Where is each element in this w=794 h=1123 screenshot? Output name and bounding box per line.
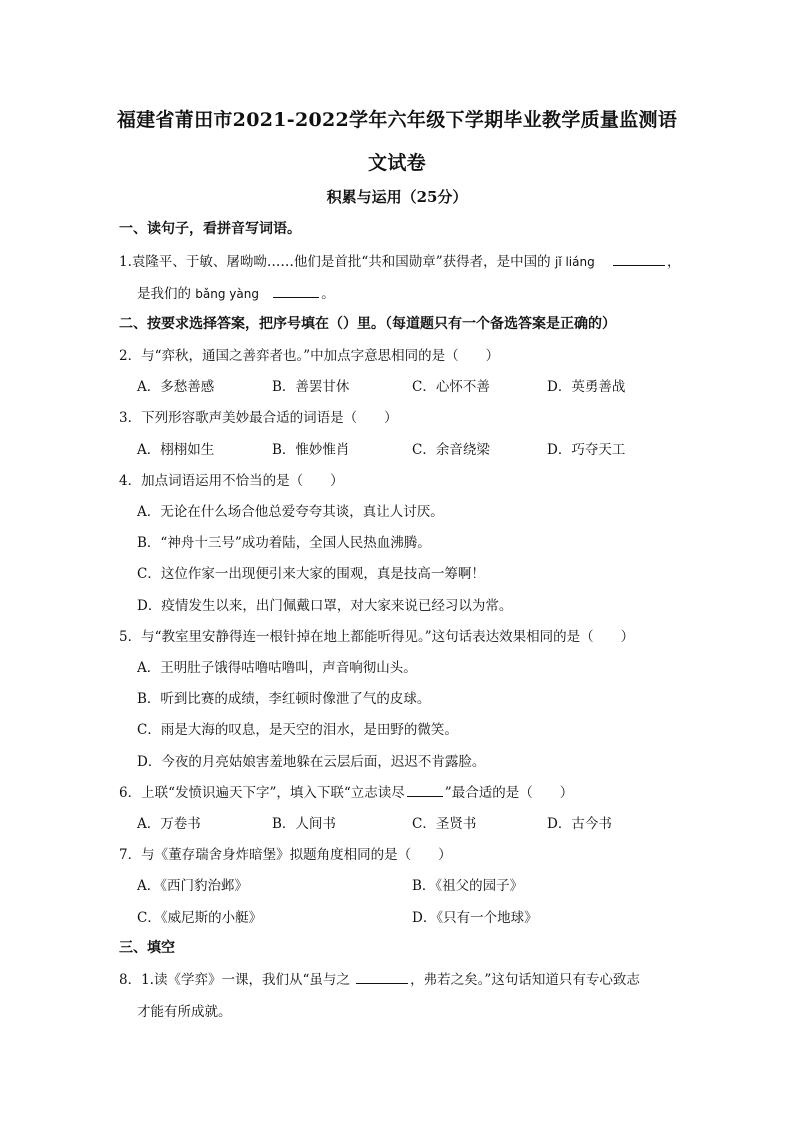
page-title: 福建省莆田市2021-2022学年六年级下学期毕业教学质量监测语 — [116, 109, 678, 131]
question-2-option-a[interactable]: A．多愁善感 — [137, 379, 215, 395]
question-6-option-c[interactable]: C．圣贤书 — [412, 816, 477, 832]
question-2-option-c[interactable]: C．心怀不善 — [412, 379, 490, 395]
question-text: ”最合适的是（ ） — [444, 785, 574, 801]
question-6-option-a[interactable]: A．万卷书 — [137, 816, 201, 832]
question-4-option-b[interactable]: B．“神舟十三号”成功着陆，全国人民热血沸腾。 — [137, 535, 431, 551]
question-8-line-2: 才能有所成就。 — [137, 1004, 232, 1020]
question-4-option-c[interactable]: C．这位作家一出现便引来大家的围观，真是技高一筹啊！ — [137, 566, 485, 582]
question-8-line-1 — [119, 968, 640, 988]
question-3-stem: 3．下列形容歌声美妙最合适的词语是（ ） — [119, 410, 398, 426]
question-text: 8．1.读《学弈》一课，我们从“虽与之 — [119, 972, 350, 988]
question-4-option-d[interactable]: D．疫情发生以来，出门佩戴口罩，对大家来说已经习以为常。 — [137, 598, 513, 614]
question-3-option-d[interactable]: D．巧夺天工 — [547, 442, 626, 458]
question-6-stem — [119, 781, 573, 801]
question-5-option-d[interactable]: D．今夜的月亮姑娘害羞地躲在云层后面，迟迟不肯露脸。 — [137, 754, 486, 770]
question-4-option-a[interactable]: A．无论在什么场合他总爱夸夸其谈，真让人讨厌。 — [137, 504, 444, 520]
question-7-stem: 7．与《董存瑞舍身炸暗堡》拟题角度相同的是（ ） — [119, 847, 452, 863]
question-5-option-b[interactable]: B．听到比赛的成绩，李红顿时像泄了气的皮球。 — [137, 691, 431, 707]
question-2-option-d[interactable]: D．英勇善战 — [547, 379, 626, 395]
answer-blank[interactable] — [613, 253, 665, 266]
question-5-option-a[interactable]: A．王明肚子饿得咕噜咕噜叫，声音响彻山头。 — [137, 660, 417, 676]
question-7-option-d[interactable]: D．《只有一个地球》 — [412, 910, 538, 926]
question-3-option-b[interactable]: B．惟妙惟肖 — [272, 442, 350, 458]
pinyin-hint: bǎng yàng — [195, 287, 259, 301]
question-5-option-c[interactable]: C．雨是大海的叹息，是天空的泪水，是田野的微笑。 — [137, 722, 458, 738]
question-6-option-d[interactable]: D．古今书 — [547, 816, 612, 832]
answer-blank[interactable] — [407, 784, 443, 797]
section-heading-2: 二、按要求选择答案，把序号填在（）里。（每道题只有一个备选答案是正确的） — [119, 316, 616, 332]
question-3-option-c[interactable]: C．余音绕梁 — [412, 442, 490, 458]
section-heading-1: 一、读句子，看拼音写词语。 — [119, 221, 301, 237]
question-text: ，弗若之矣。”这句话知道只有专心致志 — [410, 972, 640, 988]
question-6-option-b[interactable]: B．人间书 — [272, 816, 336, 832]
question-4-stem: 4．加点词语运用不恰当的是（ ） — [119, 473, 344, 489]
answer-blank[interactable] — [273, 285, 319, 298]
question-7-option-b[interactable]: B．《祖父的园子》 — [412, 878, 524, 894]
part-heading: 积累与运用（25分） — [326, 188, 468, 206]
section-heading-3: 三、填空 — [119, 940, 175, 956]
pinyin-hint: jǐ liáng — [554, 255, 595, 269]
question-text: 1.袁隆平、于敏、屠呦呦……他们是首批“共和国勋章”获得者，是中国的 — [119, 254, 551, 270]
question-1-line-1 — [119, 250, 681, 270]
question-7-option-a[interactable]: A．《西门豹治邺》 — [137, 878, 248, 894]
punctuation: 。 — [321, 286, 335, 302]
question-text: 是我们的 — [137, 286, 191, 302]
question-5-stem: 5．与“教室里安静得连一根针掉在地上都能听得见。”这句话表达效果相同的是（ ） — [119, 629, 635, 645]
question-3-option-a[interactable]: A．栩栩如生 — [137, 442, 215, 458]
punctuation: ， — [667, 254, 681, 270]
question-1-line-2 — [137, 282, 335, 302]
question-2-option-b[interactable]: B．善罢甘休 — [272, 379, 350, 395]
question-text: 6．上联“发愤识遍天下字”，填入下联“立志读尽 — [119, 785, 405, 801]
question-2-stem: 2．与“弈秋，通国之善弈者也。”中加点字意思相同的是（ ） — [119, 348, 500, 364]
question-7-option-c[interactable]: C．《威尼斯的小艇》 — [137, 910, 263, 926]
answer-blank[interactable] — [356, 971, 408, 984]
page-title-continued: 文试卷 — [368, 152, 426, 174]
